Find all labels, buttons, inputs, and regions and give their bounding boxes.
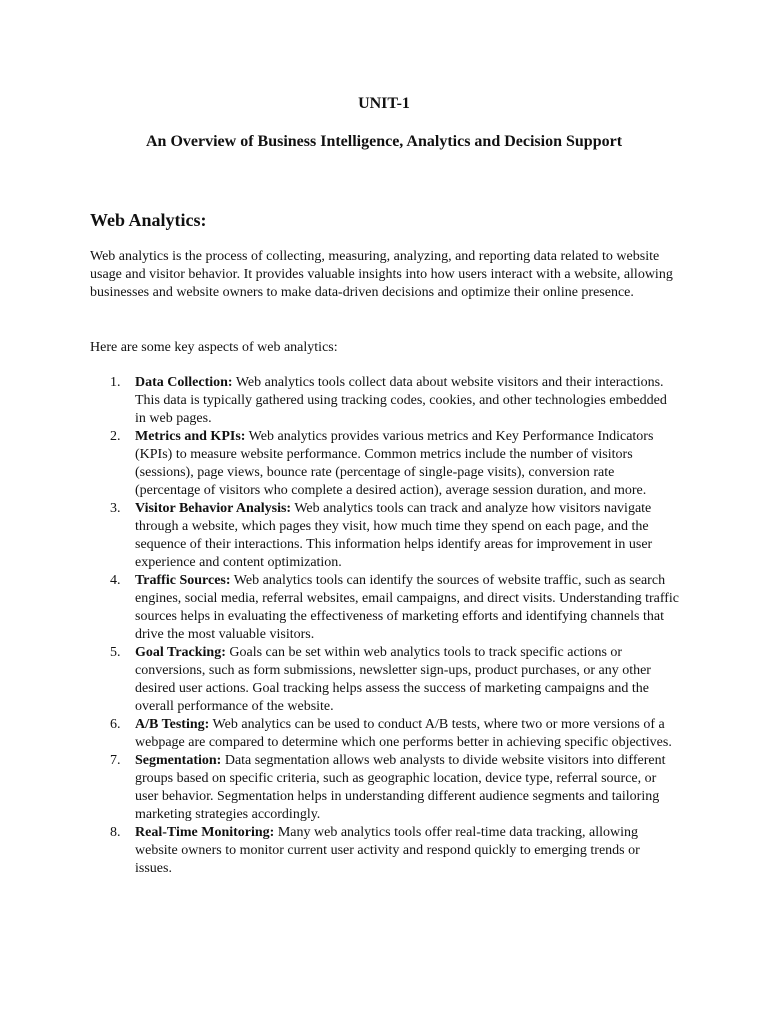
aspects-list (90, 374, 680, 878)
list-item-term: Data Collection: (135, 375, 233, 390)
list-item-number: 4. (110, 573, 121, 588)
list-item-term: A/B Testing: (135, 717, 210, 732)
list-item-number: 7. (110, 753, 121, 768)
list-item-term: Segmentation: (135, 753, 222, 768)
list-item (90, 716, 680, 752)
list-item-text: Data segmentation allows web analysts to divide website visitors into different groups based on specific criteria, such as geographic location, device type, referral source, or user behavior. Segmentation helps in understanding different audience segments and tailoring marketing strategies accordingly. (135, 753, 666, 822)
list-item-text: Web analytics tools collect data about website visitors and their interactions. This data is typically gathered using tracking codes, cookies, and other technologies embedded in web pages. (135, 375, 667, 426)
list-item (90, 644, 680, 716)
list-item-number: 1. (110, 375, 121, 390)
list-item-term: Traffic Sources: (135, 573, 231, 588)
list-item-term: Goal Tracking: (135, 645, 226, 660)
list-item (90, 374, 680, 428)
list-item-number: 6. (110, 717, 121, 732)
list-item-text: Web analytics can be used to conduct A/B tests, where two or more versions of a webpage are compared to determine which one performs better in achieving specific objectives. (135, 717, 672, 750)
section-heading: Web Analytics: (90, 210, 207, 230)
list-item-term: Visitor Behavior Analysis: (135, 501, 292, 516)
list-item-number: 5. (110, 645, 121, 660)
list-item-text: Many web analytics tools offer real-time data tracking, allowing website owners to monitor current user activity and respond quickly to emerging trends or issues. (135, 825, 640, 876)
unit-label: UNIT-1 (358, 95, 410, 112)
list-item-number: 8. (110, 825, 121, 840)
intro-paragraph: Web analytics is the process of collecting, measuring, analyzing, and reporting data related to website usage and visitor behavior. It provides valuable insights into how users interact with a website, allowing businesses and website owners to make data-driven decisions and optimize their online presence. (90, 249, 673, 300)
list-item (90, 428, 680, 500)
aspects-lead: Here are some key aspects of web analytics: (90, 340, 338, 355)
list-item (90, 500, 680, 572)
list-item-text: Web analytics provides various metrics and Key Performance Indicators (KPIs) to measure website performance. Common metrics include the number of visitors (sessions), page views, bounce rate (percentage of single-page visits), conversion rate (percentage of visitors who complete a desired action), average session duration, and more. (135, 429, 654, 498)
list-item-term: Real-Time Monitoring: (135, 825, 275, 840)
document-title: An Overview of Business Intelligence, Analytics and Decision Support (145, 133, 623, 150)
list-item (90, 572, 680, 644)
list-item-number: 2. (110, 429, 121, 444)
list-item-text: Web analytics tools can track and analyze how visitors navigate through a website, which pages they visit, how much time they spend on each page, and the sequence of their interactions. This information helps identify areas for improvement in user experience and content optimization. (135, 501, 653, 570)
list-item (90, 752, 680, 824)
list-item-number: 3. (110, 501, 121, 516)
list-item-term: Metrics and KPIs: (135, 429, 246, 444)
list-item-text: Goals can be set within web analytics tools to track specific actions or conversions, such as form submissions, newsletter sign-ups, product purchases, or any other desired user actions. Goal tracking helps assess the success of marketing campaigns and the overall performance of the website. (135, 645, 651, 714)
list-item (90, 824, 680, 878)
list-item-text: Web analytics tools can identify the sources of website traffic, such as search engines, social media, referral websites, email campaigns, and direct visits. Understanding traffic sources helps in evaluating the effectiveness of marketing efforts and identifying channels that drive the most valuable visitors. (135, 573, 680, 642)
